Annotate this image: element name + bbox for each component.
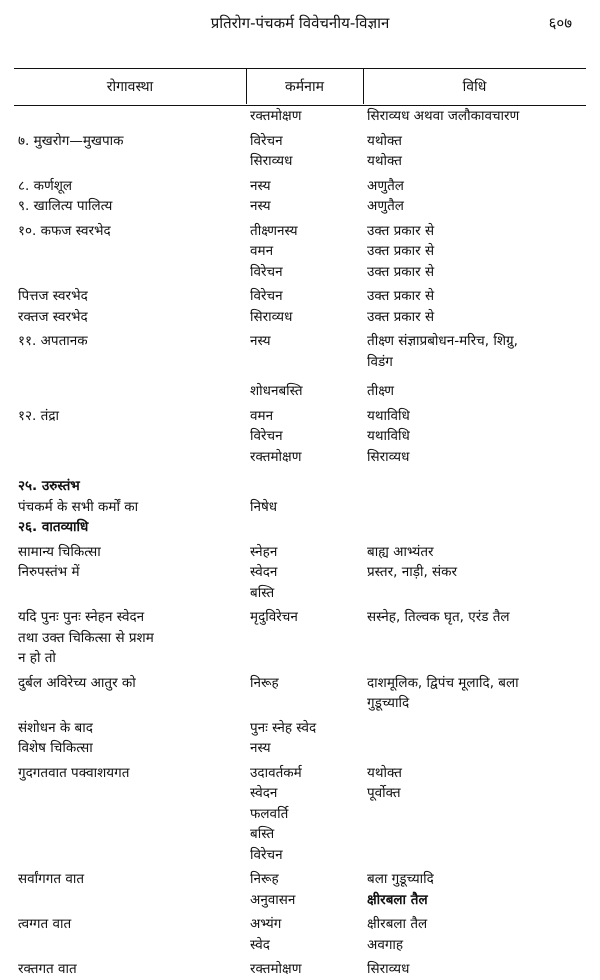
- cell-method: प्रस्तर, नाड़ी, संकर: [367, 564, 458, 580]
- table-row: [14, 763, 586, 784]
- table-row: [14, 783, 586, 804]
- table-row: [14, 673, 586, 694]
- cell-condition: सामान्य चिकित्सा: [18, 543, 101, 560]
- cell-procedure: उदावर्तकर्म: [250, 764, 302, 781]
- table-row: [14, 176, 586, 197]
- table-row: [14, 935, 586, 956]
- table-row: [14, 131, 586, 152]
- cell-method: सिराव्यध अथवा जलौकावचारण: [367, 108, 520, 124]
- table-row: [14, 447, 586, 468]
- cell-procedure: रक्तमोक्षण: [250, 961, 302, 977]
- cell-procedure: निरूह: [250, 871, 279, 887]
- table-row: [14, 221, 586, 242]
- cell-condition: यदि पुनः पुनः स्नेहन स्वेदन: [18, 609, 145, 625]
- cell-condition: १०. कफज स्वरभेद: [18, 222, 111, 239]
- cell-condition: सर्वांगगत वात: [18, 871, 85, 887]
- cell-method: यथोक्त: [367, 764, 402, 781]
- cell-procedure: विरेचन: [250, 428, 283, 444]
- cell-procedure: स्वेदन: [250, 564, 278, 580]
- column-header-condition: रोगावस्था: [106, 79, 154, 95]
- table-row: [14, 426, 586, 447]
- table-row: [14, 307, 586, 328]
- cell-procedure: स्वेदन: [250, 785, 278, 801]
- cell-method: बाह्य आभ्यंतर: [367, 543, 434, 560]
- cell-method: तीक्ष्ण: [367, 383, 394, 399]
- cell-condition: २५. उरुस्तंभ: [18, 478, 80, 494]
- cell-procedure: बस्ति: [250, 826, 275, 842]
- cell-method: तीक्ष्ण संज्ञाप्रबोधन-मरिच, शिग्रु,: [367, 333, 518, 349]
- table-row: [14, 406, 586, 427]
- table-row: [14, 241, 586, 262]
- cell-condition: २६. वातव्याधि: [18, 519, 89, 535]
- cell-procedure: नस्य: [250, 333, 271, 349]
- cell-method: विडंग: [367, 353, 393, 370]
- table-row: [14, 286, 586, 307]
- cell-procedure: स्वेद: [250, 936, 270, 953]
- table-row: [14, 151, 586, 172]
- cell-condition: १२. तंद्रा: [18, 407, 59, 424]
- table-row: [14, 869, 586, 890]
- cell-method: उक्त प्रकार से: [367, 263, 435, 280]
- cell-condition: ११. अपतानक: [18, 333, 88, 349]
- cell-method: गुडूच्यादि: [367, 695, 410, 711]
- cell-method: अवगाह: [367, 936, 404, 953]
- cell-condition: तथा उक्त चिकित्सा से प्रशम: [18, 629, 154, 646]
- cell-method: उक्त प्रकार से: [367, 308, 435, 325]
- cell-method: उक्त प्रकार से: [367, 222, 435, 239]
- cell-condition: गुदगतवात पक्वाशयगत: [18, 764, 130, 781]
- table-row: [14, 542, 586, 563]
- cell-procedure: नस्य: [250, 177, 271, 194]
- cell-procedure: वमन: [250, 243, 274, 259]
- cell-procedure: विरेचन: [250, 846, 283, 863]
- cell-condition: पित्तज स्वरभेद: [18, 288, 88, 304]
- cell-method: उक्त प्रकार से: [367, 243, 435, 259]
- cell-procedure: वमन: [250, 407, 274, 424]
- table-row: [14, 607, 586, 628]
- table-row: [14, 562, 586, 583]
- cell-condition: ९. खालित्य पालित्य: [18, 198, 113, 214]
- cell-condition: न हो तो: [18, 650, 56, 666]
- cell-procedure: शोधनबस्ति: [250, 383, 303, 399]
- cell-method: यथाविधि: [367, 407, 410, 424]
- cell-condition: रक्तगत वात: [18, 961, 77, 977]
- cell-condition: त्वग्गत वात: [18, 916, 72, 932]
- table-row: [14, 352, 586, 373]
- cell-procedure: नस्य: [250, 740, 271, 756]
- cell-method: बला गुडूच्यादि: [367, 871, 434, 887]
- table-row: [14, 824, 586, 845]
- cell-procedure: अनुवासन: [250, 891, 296, 908]
- column-divider: [246, 68, 247, 104]
- cell-procedure: बस्ति: [250, 584, 275, 601]
- treatment-table: [14, 68, 586, 980]
- cell-condition: निरुपस्तंभ में: [18, 564, 80, 580]
- cell-procedure: रक्तमोक्षण: [250, 448, 302, 465]
- cell-procedure: स्नेहन: [250, 543, 278, 560]
- cell-condition: पंचकर्म के सभी कर्मों का: [18, 498, 139, 515]
- table-row: [14, 331, 586, 352]
- page-header: [0, 0, 600, 40]
- cell-method: पूर्वोक्त: [367, 785, 401, 801]
- cell-method: उक्त प्रकार से: [367, 288, 435, 304]
- cell-condition: संशोधन के बाद: [18, 719, 93, 736]
- table-row: [14, 497, 586, 518]
- cell-method: क्षीरबला तैल: [367, 891, 428, 908]
- cell-method: सिराव्यध: [367, 448, 410, 465]
- table-row: [14, 106, 586, 127]
- cell-method: दाशमूलिक, द्विपंच मूलादि, बला: [367, 674, 519, 691]
- cell-procedure: निरूह: [250, 674, 279, 691]
- table-row: [14, 718, 586, 739]
- cell-procedure: नस्य: [250, 198, 271, 214]
- cell-method: यथाविधि: [367, 428, 410, 444]
- column-header-procedure: कर्मनाम: [285, 79, 324, 95]
- cell-method: यथोक्त: [367, 153, 402, 169]
- cell-method: सिराव्यध: [367, 961, 410, 977]
- cell-method: अणुतैल: [367, 198, 404, 214]
- cell-procedure: सिराव्यध: [250, 153, 293, 169]
- cell-condition: दुर्बल अविरेच्य आतुर को: [18, 674, 136, 691]
- cell-procedure: निषेध: [250, 498, 278, 515]
- cell-procedure: विरेचन: [250, 132, 283, 149]
- cell-procedure: अभ्यंग: [250, 916, 282, 932]
- page-title: प्रतिरोग-पंचकर्म विवेचनीय-विज्ञान: [210, 14, 390, 32]
- table-row: [14, 381, 586, 402]
- column-divider: [363, 68, 364, 104]
- column-header-method: विधि: [462, 79, 487, 95]
- table-row: [14, 628, 586, 649]
- cell-procedure: तीक्ष्णनस्य: [250, 222, 298, 239]
- cell-method: यथोक्त: [367, 132, 402, 149]
- cell-method: क्षीरबला तैल: [367, 916, 428, 932]
- table-header-row: [14, 68, 586, 106]
- cell-condition: विशेष चिकित्सा: [18, 740, 93, 756]
- table-row: [14, 693, 586, 714]
- cell-procedure: विरेचन: [250, 263, 283, 280]
- table-row: [14, 196, 586, 217]
- table-row: [14, 890, 586, 911]
- cell-method: सस्नेह, तिल्वक घृत, एरंड तैल: [367, 609, 510, 625]
- cell-condition: ८. कर्णशूल: [18, 177, 73, 194]
- table-row: [14, 914, 586, 935]
- table-row: [14, 959, 586, 980]
- table-row: [14, 804, 586, 825]
- cell-condition: ७. मुखरोग—मुखपाक: [18, 132, 124, 149]
- cell-procedure: पुनः स्नेह स्वेद: [250, 719, 317, 736]
- table-body: [14, 106, 586, 980]
- table-row: [14, 845, 586, 866]
- table-row: [14, 517, 586, 538]
- page-number: ६०७: [548, 14, 572, 32]
- table-row: [14, 648, 586, 669]
- table-row: [14, 583, 586, 604]
- cell-procedure: सिराव्यध: [250, 308, 293, 325]
- table-row: [14, 262, 586, 283]
- table-row: [14, 476, 586, 497]
- table-row: [14, 738, 586, 759]
- cell-procedure: रक्तमोक्षण: [250, 108, 302, 124]
- cell-procedure: मृदुविरेचन: [250, 609, 298, 625]
- cell-method: अणुतैल: [367, 177, 404, 194]
- cell-procedure: विरेचन: [250, 288, 283, 304]
- cell-procedure: फलवर्ति: [250, 805, 289, 822]
- cell-condition: रक्तज स्वरभेद: [18, 308, 88, 325]
